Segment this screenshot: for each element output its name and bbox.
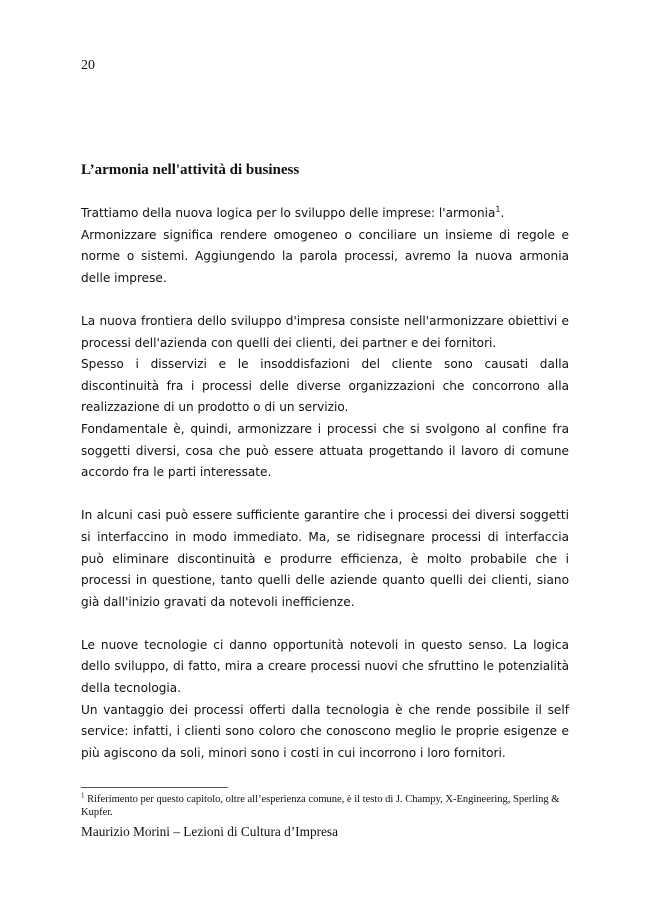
- paragraph-end: .: [500, 206, 505, 220]
- body-text: [81, 203, 569, 764]
- paragraph: La nuova frontiera dello sviluppo d'impresa consiste nell'armonizzare obiettivi e processi dell'azienda con quelli dei clienti, dei partner e dei fornitori.: [81, 313, 569, 350]
- footnote-text: Riferimento per questo capitolo, oltre all’esperienza comune, è il testo di J. Champy, X-Engineering, Sperling & Kupfer.: [81, 794, 560, 818]
- page-footer: Maurizio Morini – Lezioni di Cultura d’Impresa: [81, 824, 339, 839]
- footnote-reference: 1: [495, 204, 501, 214]
- section-heading: L’armonia nell'attività di business: [81, 162, 300, 178]
- footnote: [81, 793, 569, 819]
- paragraph: Fondamentale è, quindi, armonizzare i processi che si svolgono al confine fra soggetti diversi, cosa che può essere attuata progettando il lavoro di comune accordo fra le parti interessate.: [81, 421, 569, 480]
- page-number: 20: [81, 58, 95, 73]
- paragraph: Armonizzare significa rendere omogeneo o conciliare un insieme di regole e norme o sistemi. Aggiungendo la parola processi, avremo la nuova armonia delle imprese.: [81, 227, 569, 285]
- paragraph: Spesso i disservizi e le insoddisfazioni del cliente sono causati dalla discontinuità fra i processi delle diverse organizzazioni che concorrono alla realizzazione di un prodotto o di un servizio.: [81, 357, 569, 415]
- footnote-marker: 1: [81, 791, 85, 800]
- footnote-separator: [81, 787, 228, 788]
- paragraph: Le nuove tecnologie ci danno opportunità notevoli in questo senso. La logica dello sviluppo, di fatto, mira a creare processi nuovi che sfruttino le potenzialità della tecnologia.: [81, 637, 569, 696]
- paragraph: [81, 203, 569, 225]
- paragraph: Un vantaggio dei processi offerti dalla tecnologia è che rende possibile il self service: infatti, i clienti sono coloro che conoscono meglio le proprie esigenze e più agiscono da soli, minori sono i costi in cui incorrono i loro fornitori.: [81, 702, 569, 760]
- paragraph-text: Trattiamo della nuova logica per lo sviluppo delle imprese: l'armonia: [81, 206, 496, 220]
- paragraph: In alcuni casi può essere sufficiente garantire che i processi dei diversi soggetti si interfaccino in modo immediato. Ma, se ridisegnare processi di interfaccia può eliminare discontinuità e produrre efficienza, è molto probabile che i processi in questione, tanto quelli delle aziende quanto quelli dei clienti, siano già dall'inizio gravati da notevoli inefficienze.: [81, 508, 569, 609]
